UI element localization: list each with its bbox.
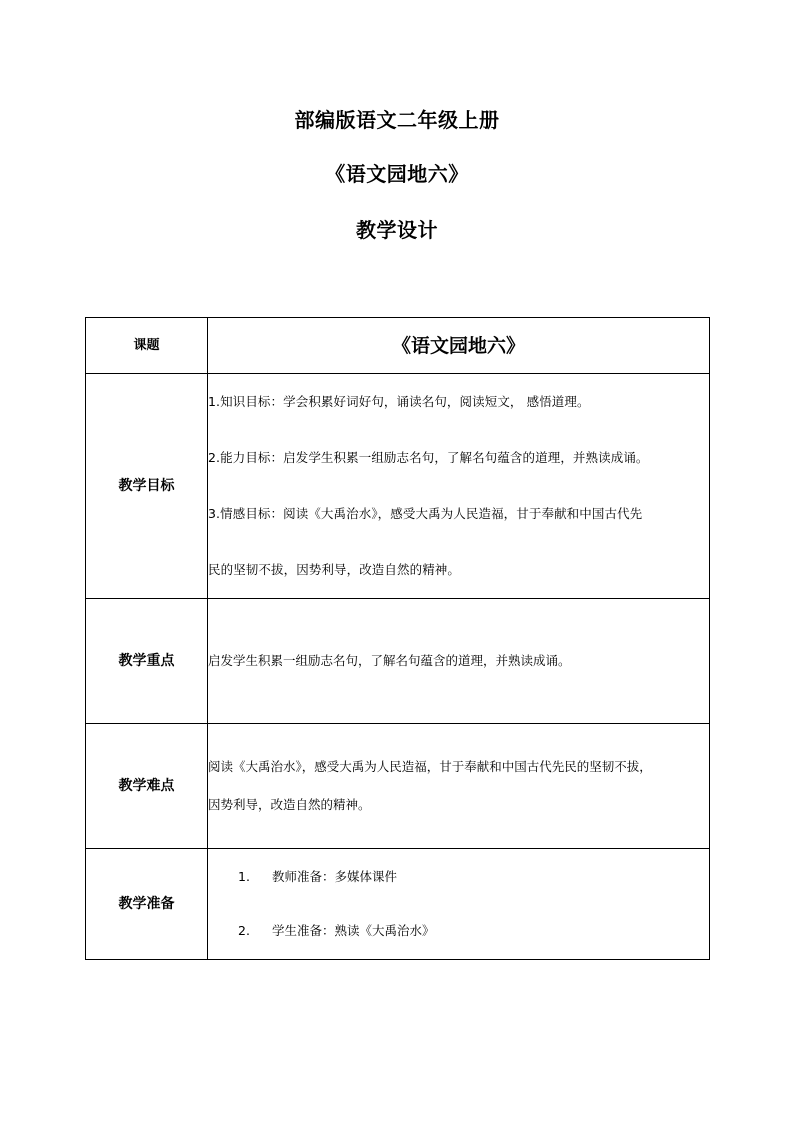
- goals-content: [208, 374, 710, 599]
- document-title-line-1: 部编版语文二年级上册: [294, 108, 500, 132]
- topic-label: 课题: [86, 318, 208, 374]
- table-row-topic: [86, 318, 710, 374]
- topic-value: 《语文园地六》: [208, 318, 710, 374]
- goal-item-knowledge: 1.知识目标：学会积累好词好句，诵读名句，阅读短文， 感悟道理。: [208, 394, 590, 409]
- list-item: [208, 904, 709, 958]
- list-item-number: 1.: [238, 869, 250, 884]
- table-row-difficulties: [86, 724, 710, 849]
- list-item-number: 2.: [238, 923, 250, 938]
- difficulties-line-2: 因势利导，改造自然的精神。: [208, 797, 371, 812]
- key-points-content: 启发学生积累一组励志名句，了解名句蕴含的道理，并熟读成诵。: [208, 599, 710, 724]
- lesson-plan-table: [85, 317, 710, 960]
- goal-item-emotion: 3.情感目标：阅读《大禹治水》，感受大禹为人民造福，甘于奉献和中国古代先: [208, 506, 643, 521]
- document-title-line-2: 《语文园地六》: [325, 162, 469, 186]
- key-points-label: 教学重点: [86, 599, 208, 724]
- preparation-label: 教学准备: [86, 849, 208, 960]
- list-item-text: 学生准备：熟读《大禹治水》: [272, 923, 435, 938]
- difficulties-label: 教学难点: [86, 724, 208, 849]
- table-row-goals: [86, 374, 710, 599]
- table-row-preparation: [86, 849, 710, 960]
- preparation-list: [208, 850, 709, 958]
- table-row-key-points: [86, 599, 710, 724]
- difficulties-line-1: 阅读《大禹治水》，感受大禹为人民造福，甘于奉献和中国古代先民的坚韧不拔，: [208, 759, 652, 774]
- list-item: [208, 850, 709, 904]
- difficulties-content: [208, 724, 710, 849]
- list-item-text: 教师准备：多媒体课件: [272, 869, 398, 884]
- document-title-line-3: 教学设计: [356, 218, 438, 242]
- goal-item-ability: 2.能力目标：启发学生积累一组励志名句，了解名句蕴含的道理，并熟读成诵。: [208, 450, 649, 465]
- preparation-content: [208, 849, 710, 960]
- goal-item-emotion-continued: 民的坚韧不拔，因势利导，改造自然的精神。: [208, 562, 461, 577]
- goals-label: 教学目标: [86, 374, 208, 599]
